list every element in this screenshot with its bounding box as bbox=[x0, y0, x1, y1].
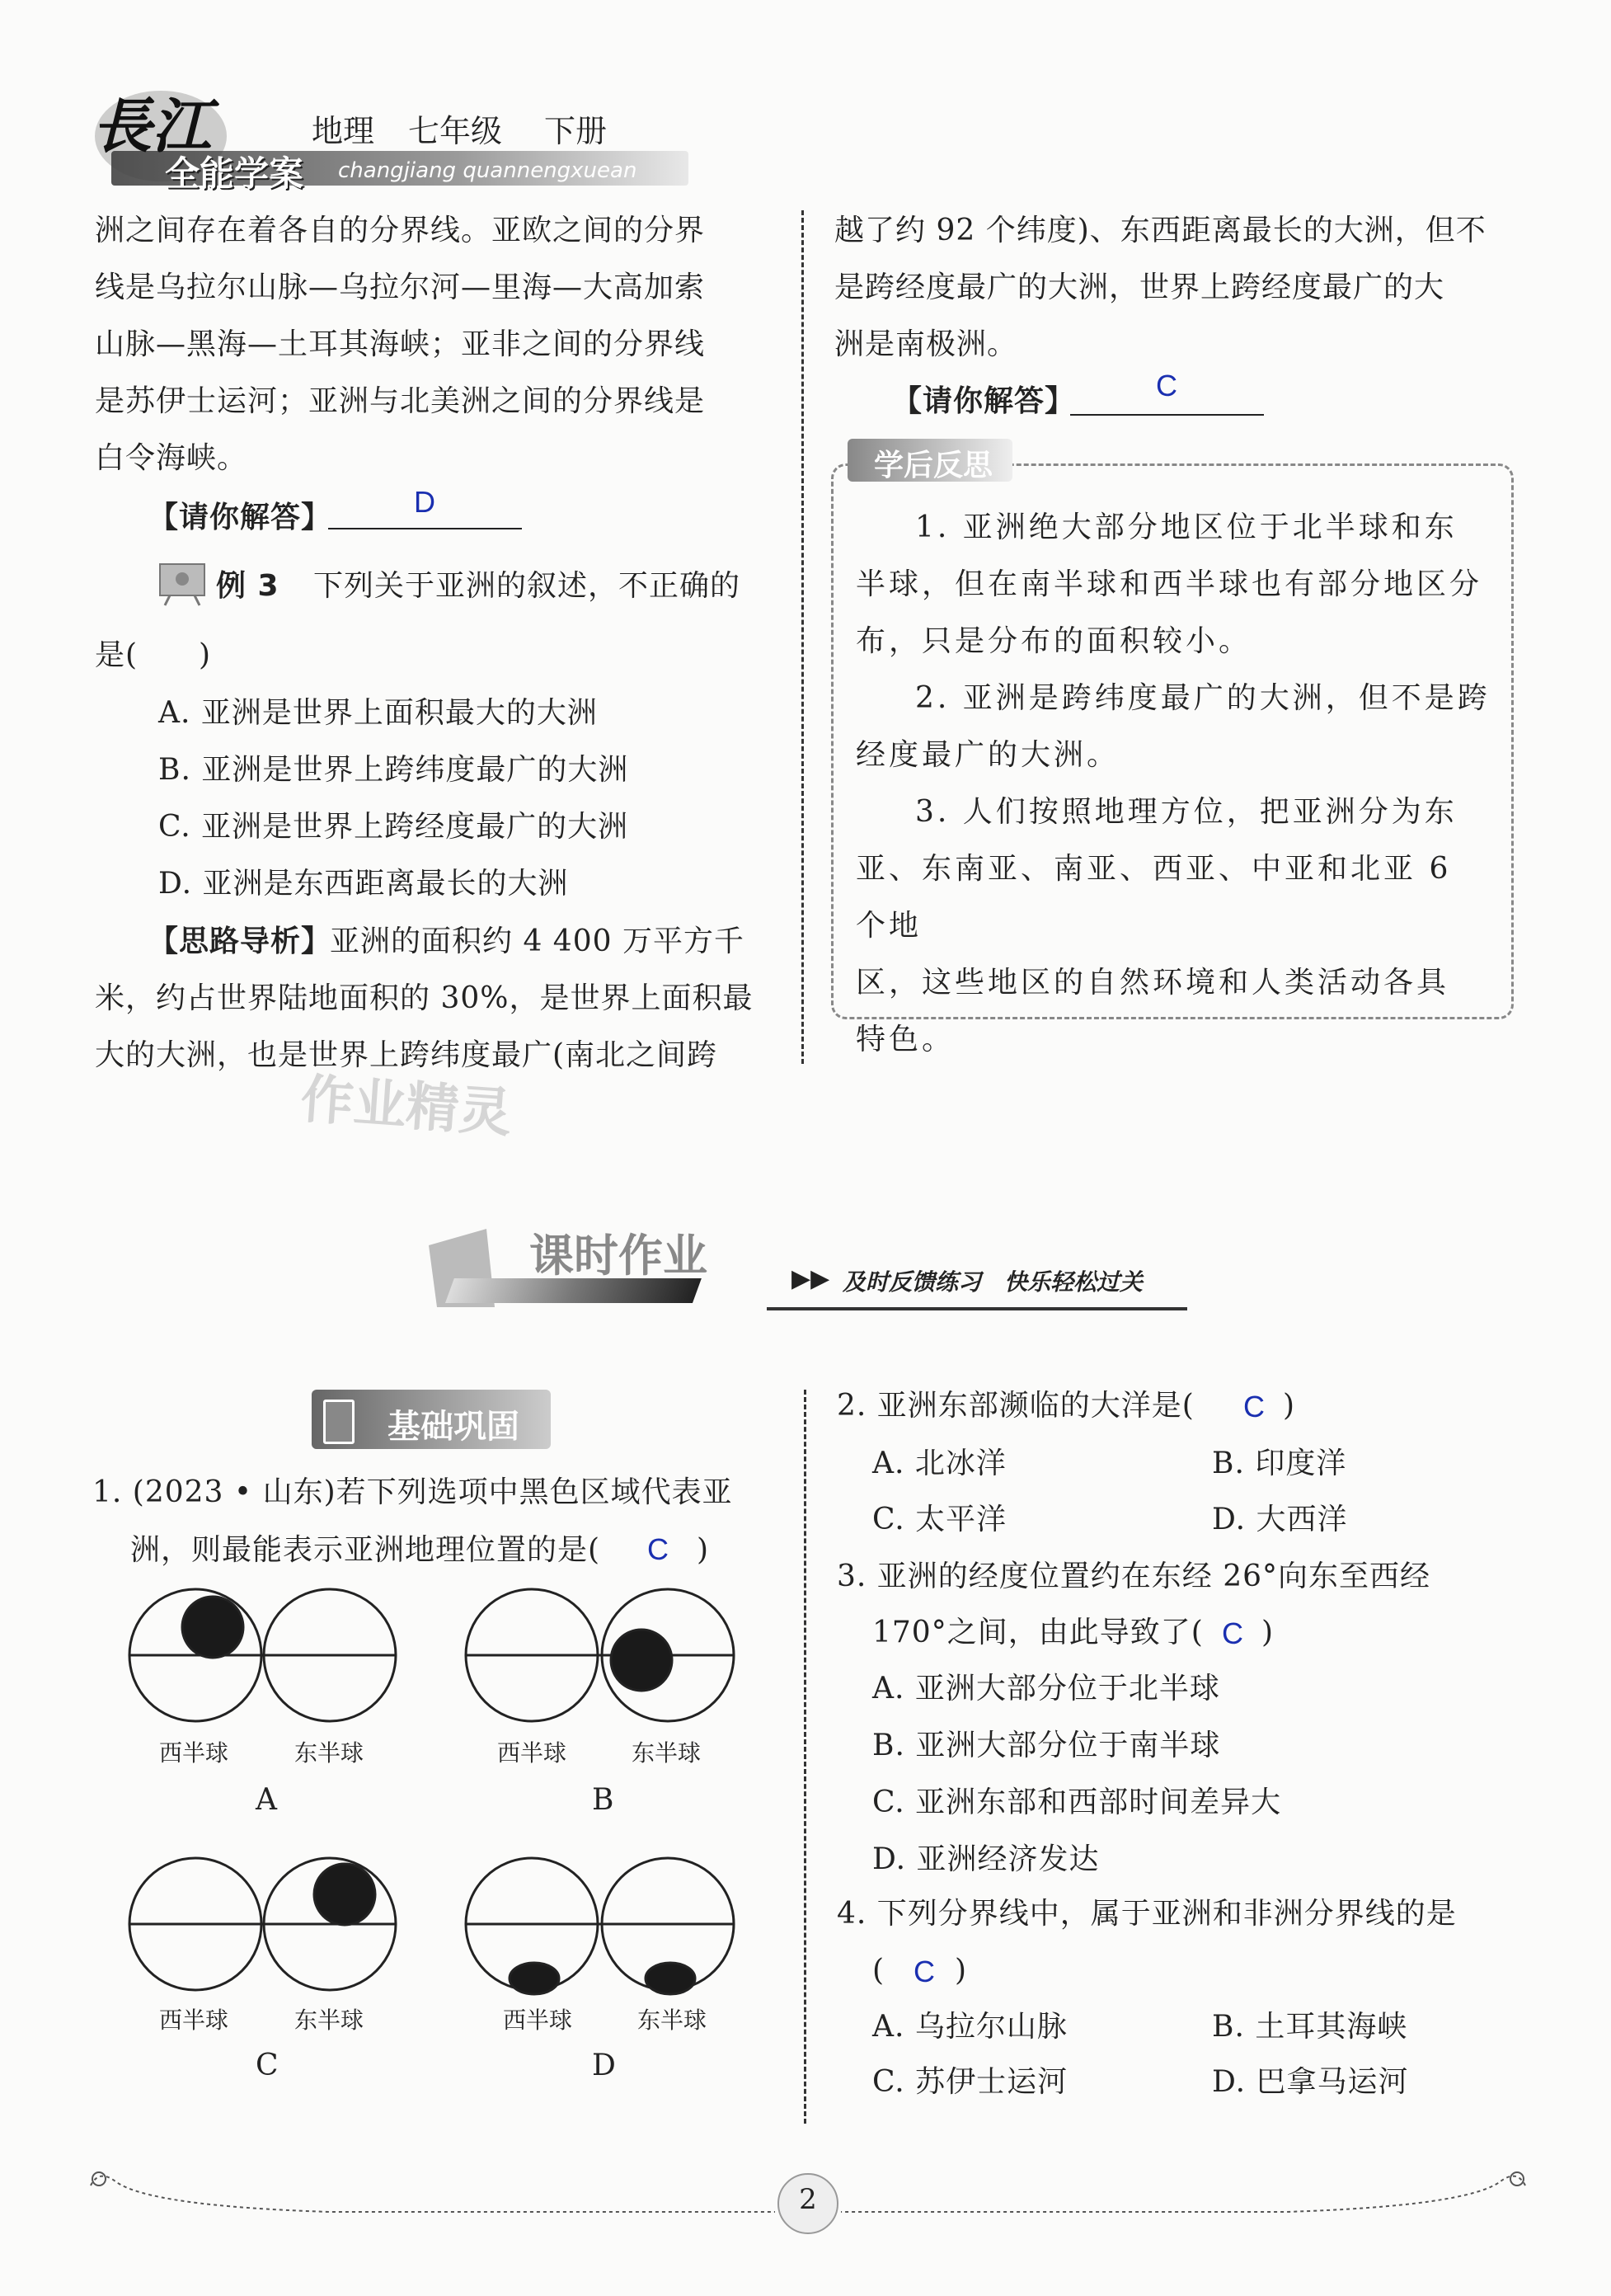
left-paragraph bbox=[95, 202, 779, 487]
option-a: A. 亚洲是世界上面积最大的大洲 bbox=[158, 696, 598, 730]
page-number: 2 bbox=[799, 2183, 817, 2216]
q2-option-a: A. 北冰洋 bbox=[872, 1447, 1007, 1480]
q3-stem-line1: 3. 亚洲的经度位置约在东经 26°向东至西经 bbox=[837, 1560, 1431, 1593]
q1-answer: C bbox=[647, 1532, 669, 1566]
header-volume: 下册 bbox=[544, 113, 608, 149]
q1-stem-line1: 1. (2023 • 山东)若下列选项中黑色区域代表亚 bbox=[92, 1475, 733, 1509]
label-east-a: 东半球 bbox=[294, 1739, 364, 1767]
reflection-line: 经度最广的大洲。 bbox=[856, 738, 1120, 772]
q4-stem-open: ( bbox=[872, 1954, 885, 1988]
q1-stem-close: ) bbox=[697, 1533, 710, 1567]
diagram-label-d: D bbox=[592, 2049, 617, 2082]
column-divider-bottom bbox=[804, 1390, 806, 2124]
header-subject: 地理 bbox=[312, 113, 375, 149]
label-east-b: 东半球 bbox=[632, 1739, 702, 1767]
text-line: 洲是南极洲。 bbox=[834, 327, 1018, 361]
q1-stem-line2: 洲，则最能表示亚洲地理位置的是( bbox=[130, 1533, 601, 1567]
label-west-a: 西半球 bbox=[159, 1739, 229, 1767]
q3-options bbox=[872, 1660, 1281, 1888]
reflection-line: 1. 亚洲绝大部分地区位于北半球和东 bbox=[915, 510, 1458, 544]
diagram-c bbox=[129, 1858, 396, 1990]
example-icon bbox=[157, 561, 208, 607]
text-line: 是跨经度最广的大洲，世界上跨经度最广的大 bbox=[834, 271, 1445, 304]
diagram-a bbox=[129, 1589, 396, 1721]
reflection-line: 亚、东南亚、南亚、西亚、中亚和北亚 6 个地 bbox=[856, 852, 1452, 943]
label-west-c: 西半球 bbox=[159, 2007, 229, 2034]
q4-option-d: D. 巴拿马运河 bbox=[1212, 2065, 1409, 2099]
q2-stem-close: ) bbox=[1283, 1389, 1296, 1423]
reflection-title: 学后反思 bbox=[874, 449, 993, 482]
reflection-line: 2. 亚洲是跨纬度最广的大洲，但不是跨 bbox=[915, 681, 1491, 715]
text-line: 越了约 92 个纬度)、东西距离最长的大洲，但不 bbox=[834, 214, 1487, 247]
q2-option-b: B. 印度洋 bbox=[1212, 1447, 1347, 1480]
text-line: 白令海峡。 bbox=[95, 441, 248, 475]
q4-option-b: B. 土耳其海峡 bbox=[1212, 2010, 1408, 2044]
example-label: 例 3 bbox=[216, 569, 279, 603]
homework-slogan: 及时反馈练习 快乐轻松过关 bbox=[843, 1268, 1144, 1296]
column-divider-top bbox=[801, 210, 804, 1064]
text-line: 洲之间存在着各自的分界线。亚欧之间的分界 bbox=[95, 214, 706, 247]
header-grade: 七年级 bbox=[408, 113, 503, 149]
option-c: C. 亚洲是世界上跨经度最广的大洲 bbox=[158, 810, 629, 844]
option-b: B. 亚洲是世界上跨纬度最广的大洲 bbox=[158, 753, 629, 787]
homework-title: 课时作业 bbox=[529, 1230, 707, 1282]
q2-option-c: C. 太平洋 bbox=[872, 1503, 1007, 1536]
q2-option-d: D. 大西洋 bbox=[1212, 1503, 1348, 1536]
answer-line-left bbox=[328, 528, 522, 529]
analysis-line-1: 亚洲的面积约 4 400 万平方千 bbox=[330, 925, 744, 958]
q3-stem-line2: 170°之间，由此导致了( bbox=[872, 1616, 1204, 1649]
reflection-line: 特色。 bbox=[856, 1023, 956, 1056]
q4-option-a: A. 乌拉尔山脉 bbox=[872, 2010, 1068, 2044]
q3-stem-close: ) bbox=[1261, 1616, 1275, 1649]
homework-arrows: ▶▶ bbox=[791, 1264, 830, 1293]
answer-label-left: 【请你解答】 bbox=[148, 501, 332, 534]
label-west-b: 西半球 bbox=[497, 1739, 567, 1767]
q4-answer: C bbox=[914, 1955, 935, 1988]
q4-option-c: C. 苏伊士运河 bbox=[872, 2065, 1069, 2099]
q3-option-d: D. 亚洲经济发达 bbox=[872, 1842, 1100, 1876]
diagram-label-c: C bbox=[256, 2049, 279, 2082]
reflection-line: 3. 人们按照地理方位，把亚洲分为东 bbox=[915, 795, 1458, 829]
section-tag-icon bbox=[323, 1400, 355, 1444]
reflection-line: 布，只是分布的面积较小。 bbox=[856, 624, 1252, 658]
text-line: 是苏伊士运河；亚洲与北美洲之间的分界线是 bbox=[95, 384, 706, 418]
answer-label-right: 【请你解答】 bbox=[892, 384, 1076, 418]
q2-answer: C bbox=[1243, 1390, 1265, 1423]
answer-value-right: C bbox=[1156, 369, 1177, 402]
q3-option-b: B. 亚洲大部分位于南半球 bbox=[872, 1729, 1221, 1762]
example-question-end: 是( ) bbox=[95, 638, 212, 672]
label-east-d: 东半球 bbox=[637, 2007, 707, 2034]
text-line: 山脉—黑海—土耳其海峡；亚非之间的分界线 bbox=[95, 327, 706, 361]
label-east-c: 东半球 bbox=[294, 2007, 364, 2034]
q3-option-a: A. 亚洲大部分位于北半球 bbox=[872, 1672, 1220, 1706]
diagram-label-b: B bbox=[592, 1783, 615, 1817]
option-d: D. 亚洲是东西距离最长的大洲 bbox=[158, 867, 569, 901]
answer-value-left: D bbox=[414, 485, 435, 519]
q2-stem: 2. 亚洲东部濒临的大洋是( bbox=[837, 1389, 1195, 1423]
watermark: 作业精灵 bbox=[298, 1069, 514, 1145]
logo-name: 全能学案 bbox=[165, 153, 304, 194]
label-west-d: 西半球 bbox=[503, 2007, 573, 2034]
q3-option-c: C. 亚洲东部和西部时间差异大 bbox=[872, 1786, 1282, 1819]
diagram-d bbox=[466, 1858, 734, 1994]
text-line: 线是乌拉尔山脉—乌拉尔河—里海—大高加索 bbox=[95, 271, 706, 304]
q4-stem-line1: 4. 下列分界线中，属于亚洲和非洲分界线的是 bbox=[837, 1897, 1457, 1931]
reflection-line: 半球，但在南半球和西半球也有部分地区分 bbox=[856, 567, 1483, 601]
text-line: 米，约占世界陆地面积的 30%，是世界上面积最 bbox=[95, 981, 754, 1015]
q4-stem-close: ) bbox=[955, 1954, 968, 1988]
diagram-b bbox=[466, 1589, 734, 1721]
diagram-label-a: A bbox=[256, 1783, 278, 1817]
analysis-label: 【思路导析】 bbox=[148, 925, 332, 958]
reflection-text bbox=[856, 499, 1491, 1068]
text-line: 大的大洲，也是世界上跨纬度最广(南北之间跨 bbox=[95, 1038, 718, 1072]
example-options bbox=[158, 685, 628, 912]
logo-calligraphy: 長江 bbox=[92, 91, 212, 161]
reflection-line: 区，这些地区的自然环境和人类活动各具 bbox=[856, 966, 1450, 1000]
q3-answer: C bbox=[1222, 1616, 1243, 1650]
example-question: 下列关于亚洲的叙述，不正确的 bbox=[313, 569, 741, 603]
section-title: 基础巩固 bbox=[387, 1408, 519, 1446]
logo-pinyin: changjiang quannengxuean bbox=[338, 158, 637, 183]
answer-line-right bbox=[1070, 414, 1264, 416]
right-paragraph bbox=[834, 202, 1519, 373]
